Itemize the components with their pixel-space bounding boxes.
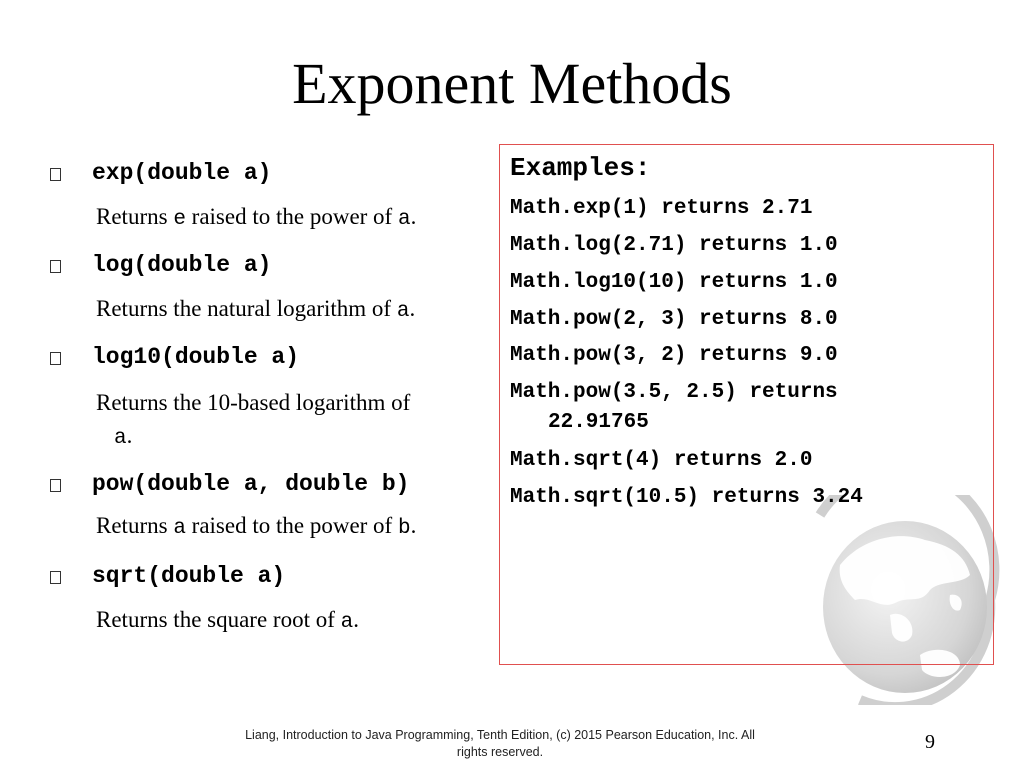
example-line: Math.sqrt(4) returns 2.0 <box>510 449 813 472</box>
examples-title: Examples: <box>510 153 651 183</box>
desc-text: raised to the power of <box>185 513 398 538</box>
bullet-icon <box>50 260 61 273</box>
desc-text: Returns <box>96 513 174 538</box>
desc-text: Returns the 10-based logarithm of <box>96 390 411 415</box>
footer-copyright <box>205 727 795 761</box>
desc-text: . <box>410 513 417 538</box>
desc-code: b <box>397 517 411 540</box>
examples-box <box>499 144 994 665</box>
method-signature: pow(double a, double b) <box>92 471 410 497</box>
example-line: Math.log(2.71) returns 1.0 <box>510 234 838 257</box>
method-description <box>96 386 410 420</box>
footer-line: Liang, Introduction to Java Programming, Tenth Edition, (c) 2015 Pearson Education, Inc. All <box>245 728 755 742</box>
bullet-icon <box>50 352 61 365</box>
slide-title: Exponent Methods <box>292 51 732 116</box>
desc-code: a <box>340 611 354 634</box>
method-description-cont <box>114 419 132 456</box>
desc-text: . <box>410 204 417 229</box>
footer-line: rights reserved. <box>456 745 544 759</box>
desc-code: a <box>397 208 411 231</box>
method-description <box>96 509 416 546</box>
desc-text: . <box>126 423 133 448</box>
method-signature: sqrt(double a) <box>92 563 286 589</box>
example-line: Math.sqrt(10.5) returns 3.24 <box>510 486 863 509</box>
method-description <box>96 603 359 640</box>
method-signature: log10(double a) <box>92 344 300 370</box>
desc-code: a <box>173 517 186 540</box>
desc-text: . <box>409 296 416 321</box>
example-line: Math.pow(3.5, 2.5) returns <box>510 381 838 404</box>
desc-text: Returns the square root of <box>96 607 341 632</box>
desc-code: a <box>396 300 410 323</box>
method-description <box>96 200 416 237</box>
desc-text: Returns the natural logarithm of <box>96 296 397 321</box>
page-number: 9 <box>925 731 935 753</box>
desc-text: . <box>353 607 359 632</box>
example-line-continuation: 22.91765 <box>548 411 649 434</box>
desc-text: Returns <box>96 204 174 229</box>
method-description <box>96 292 415 329</box>
bullet-icon <box>50 479 61 492</box>
method-signature: log(double a) <box>92 252 272 278</box>
method-signature: exp(double a) <box>92 160 272 186</box>
desc-code: a <box>114 427 127 450</box>
desc-code: e <box>173 208 186 231</box>
desc-text: raised to the power of <box>185 204 398 229</box>
example-line: Math.pow(2, 3) returns 8.0 <box>510 308 838 331</box>
example-line: Math.pow(3, 2) returns 9.0 <box>510 344 838 367</box>
bullet-icon <box>50 168 61 181</box>
bullet-icon <box>50 571 61 584</box>
example-line: Math.exp(1) returns 2.71 <box>510 197 813 220</box>
example-line: Math.log10(10) returns 1.0 <box>510 271 838 294</box>
